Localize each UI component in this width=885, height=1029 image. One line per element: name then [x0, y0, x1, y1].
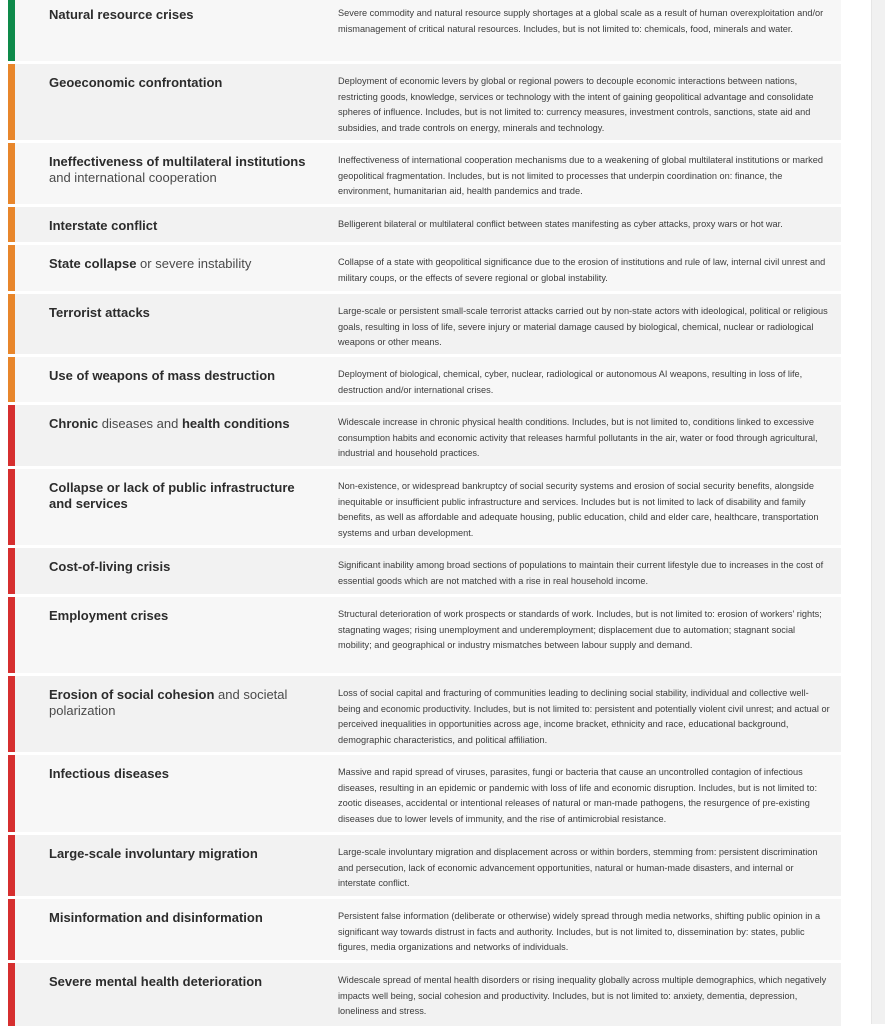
- risk-term-bold-segment: Geoeconomic confrontation: [49, 75, 223, 90]
- risk-description: Large-scale involuntary migration and displacement across or within borders, stemming from: persistent discrimination and persecution, lack of economic advancement opportunities, natural or human-made disasters, and internal or interstate conflict.: [338, 847, 818, 888]
- risk-term: [49, 687, 319, 719]
- risk-term: [49, 256, 319, 272]
- risk-term-bold-segment: Collapse or lack of public infrastructure and services: [49, 480, 295, 511]
- table-row: [8, 597, 841, 676]
- risk-term-regular-segment: or severe instability: [136, 256, 252, 271]
- risk-description: Persistent false information (deliberate or otherwise) widely spread through media networks, shifting public opinion in a significant way towards distrust in facts and authority. Includes, but is not limited to, dissemination by: states, public figures, media organizations and networks of individuals.: [338, 911, 821, 952]
- risk-term-bold-segment: Interstate conflict: [49, 218, 158, 233]
- risk-term: [49, 910, 319, 926]
- table-row: [8, 963, 841, 1029]
- table-row: [8, 676, 841, 755]
- category-color-bar: [8, 597, 15, 673]
- table-row: [8, 294, 841, 357]
- risk-term-bold-segment: Use of weapons of mass destruction: [49, 368, 276, 383]
- risk-description: Massive and rapid spread of viruses, parasites, fungi or bacteria that cause an uncontrolled contagion of infectious diseases, resulting in an epidemic or pandemic with loss of life and economic disruption. Includes, but is not limited to: zootic diseases, accidental or intentional releases of natural or man-made pathogens, the resurgence of pre-existing diseases due to lower levels of immunity, and the rise of antimicrobial resistance.: [338, 767, 818, 824]
- risk-term-regular-segment: diseases and: [98, 416, 182, 431]
- risk-term-bold-segment: Chronic: [49, 416, 99, 431]
- risk-term: [49, 154, 319, 186]
- category-color-bar: [8, 207, 15, 242]
- risk-term-bold-segment: Terrorist attacks: [49, 305, 150, 320]
- risk-description: Belligerent bilateral or multilateral conflict between states manifesting as cyber attacks, proxy wars or hot war.: [338, 219, 783, 229]
- risk-description: Non-existence, or widespread bankruptcy of social security systems and erosion of social security benefits, alongside inequitable or insufficient public infrastructure and services. Includes but is not limited to lack of disability and family benefits, as well as affordable and adequate housing, public education, child and elder care, healthcare, transportation systems and urban development.: [338, 481, 819, 538]
- risk-description: Widescale spread of mental health disorders or rising inequality globally across multiple demographics, which negatively impacts well being, social cohesion and productivity. Includes, but is not limited to: anxiety, dementia, depression, loneliness and stress.: [338, 975, 827, 1016]
- table-row: [8, 469, 841, 548]
- risk-definitions-table: [8, 0, 841, 1029]
- risk-term: [49, 75, 319, 91]
- table-row: [8, 207, 841, 245]
- risk-term: [49, 480, 319, 512]
- risk-term-bold-segment: State collapse: [49, 256, 137, 271]
- risk-description: Severe commodity and natural resource supply shortages at a global scale as a result of human overexploitation and/or mismanagement of critical natural resources. Includes, but is not limited to: chemicals, food, minerals and water.: [338, 8, 824, 34]
- risk-term: [49, 218, 319, 234]
- risk-description: Collapse of a state with geopolitical significance due to the erosion of institutions and rule of law, internal civil unrest and military coups, or the effects of severe regional or global instability.: [338, 257, 826, 283]
- table-row: [8, 357, 841, 405]
- risk-term-regular-segment: and societal polarization: [49, 687, 288, 718]
- risk-term: [49, 368, 319, 384]
- category-color-bar: [8, 0, 15, 61]
- risk-term-bold-segment: Misinformation and disinformation: [49, 910, 263, 925]
- category-color-bar: [8, 143, 15, 204]
- risk-term-bold-segment: Erosion of social cohesion: [49, 687, 215, 702]
- risk-term: [49, 305, 319, 321]
- risk-term: [49, 766, 319, 782]
- table-row: [8, 899, 841, 963]
- risk-term-bold-segment: Cost-of-living crisis: [49, 559, 171, 574]
- table-row: [8, 64, 841, 143]
- risk-description: Loss of social capital and fracturing of communities leading to declining social stability, individual and collective well-being and economic productivity. Includes, but is not limited to: persistent and potentially violent civil unrest; and actual or perceived inequalities in opportunities across age, income bracket, ethnicity and race, educational background, demographic characteristics, and political affiliation.: [338, 688, 830, 745]
- risk-term: [49, 416, 319, 432]
- category-color-bar: [8, 835, 15, 896]
- risk-term: [49, 559, 319, 575]
- risk-description: Widescale increase in chronic physical health conditions. Includes, but is not limited to, conditions linked to excessive consumption habits and economic activity that releases harmful pollutants in the air, water or food through agricultural, industrial and household practices.: [338, 417, 818, 458]
- table-row: [8, 0, 841, 64]
- category-color-bar: [8, 963, 15, 1026]
- risk-term-bold-segment: Severe mental health deterioration: [49, 974, 263, 989]
- risk-term: [49, 608, 319, 624]
- category-color-bar: [8, 469, 15, 545]
- category-color-bar: [8, 548, 15, 594]
- risk-term: [49, 846, 319, 862]
- risk-term-bold-segment: Employment crises: [49, 608, 169, 623]
- table-row: [8, 548, 841, 597]
- risk-term-bold-segment: Large-scale involuntary migration: [49, 846, 258, 861]
- risk-description: Significant inability among broad sections of populations to maintain their current lifestyle due to increases in the cost of essential goods which are not matched with a rise in real household income.: [338, 560, 824, 586]
- category-color-bar: [8, 899, 15, 960]
- risk-description: Structural deterioration of work prospects or standards of work. Includes, but is not limited to: erosion of workers' rights; stagnating wages; rising unemployment and underemployment; displacement due to automation; stagnant social mobility; and geographical or industry mismatches between labour supply and demand.: [338, 609, 822, 650]
- risk-description: Large-scale or persistent small-scale terrorist attacks carried out by non-state actors with ideological, political or religious goals, resulting in loss of life, severe injury or material damage caused by biological, chemical, nuclear or radiological weapons or other means.: [338, 306, 828, 347]
- risk-term-bold-segment: Infectious diseases: [49, 766, 169, 781]
- risk-term-regular-segment: and international cooperation: [49, 170, 217, 185]
- category-color-bar: [8, 64, 15, 140]
- risk-term-bold-segment: Ineffectiveness of multilateral institutions: [49, 154, 306, 169]
- category-color-bar: [8, 676, 15, 752]
- category-color-bar: [8, 755, 15, 832]
- risk-term: [49, 7, 319, 23]
- risk-description: Ineffectiveness of international cooperation mechanisms due to a weakening of global multilateral institutions or marked geopolitical fragmentation. Includes, but is not limited to processes that underpin coordination on: finance, the environment, humanitarian aid, health pandemics and trade.: [338, 155, 823, 196]
- table-row: [8, 143, 841, 207]
- risk-term-bold-segment: Natural resource crises: [49, 7, 194, 22]
- category-color-bar: [8, 245, 15, 291]
- risk-description: Deployment of biological, chemical, cyber, nuclear, radiological or autonomous AI weapons, resulting in loss of life, destruction and/or international crises.: [338, 369, 803, 395]
- table-row: [8, 405, 841, 469]
- category-color-bar: [8, 357, 15, 402]
- risk-description: Deployment of economic levers by global or regional powers to decouple economic interactions between nations, restricting goods, knowledge, services or technology with the intent of gaining geopolitical advantage and consolidate spheres of influence. Includes, but is not limited to: currency measures, investment controls, sanctions, state aid and subsidies, and trade controls on energy, minerals and technology.: [338, 76, 814, 133]
- table-row: [8, 835, 841, 899]
- category-color-bar: [8, 405, 15, 466]
- risk-term: [49, 974, 319, 990]
- vertical-scrollbar[interactable]: [871, 0, 885, 1024]
- risk-term-bold-segment: health conditions: [181, 416, 290, 431]
- category-color-bar: [8, 294, 15, 354]
- table-row: [8, 245, 841, 294]
- table-row: [8, 755, 841, 835]
